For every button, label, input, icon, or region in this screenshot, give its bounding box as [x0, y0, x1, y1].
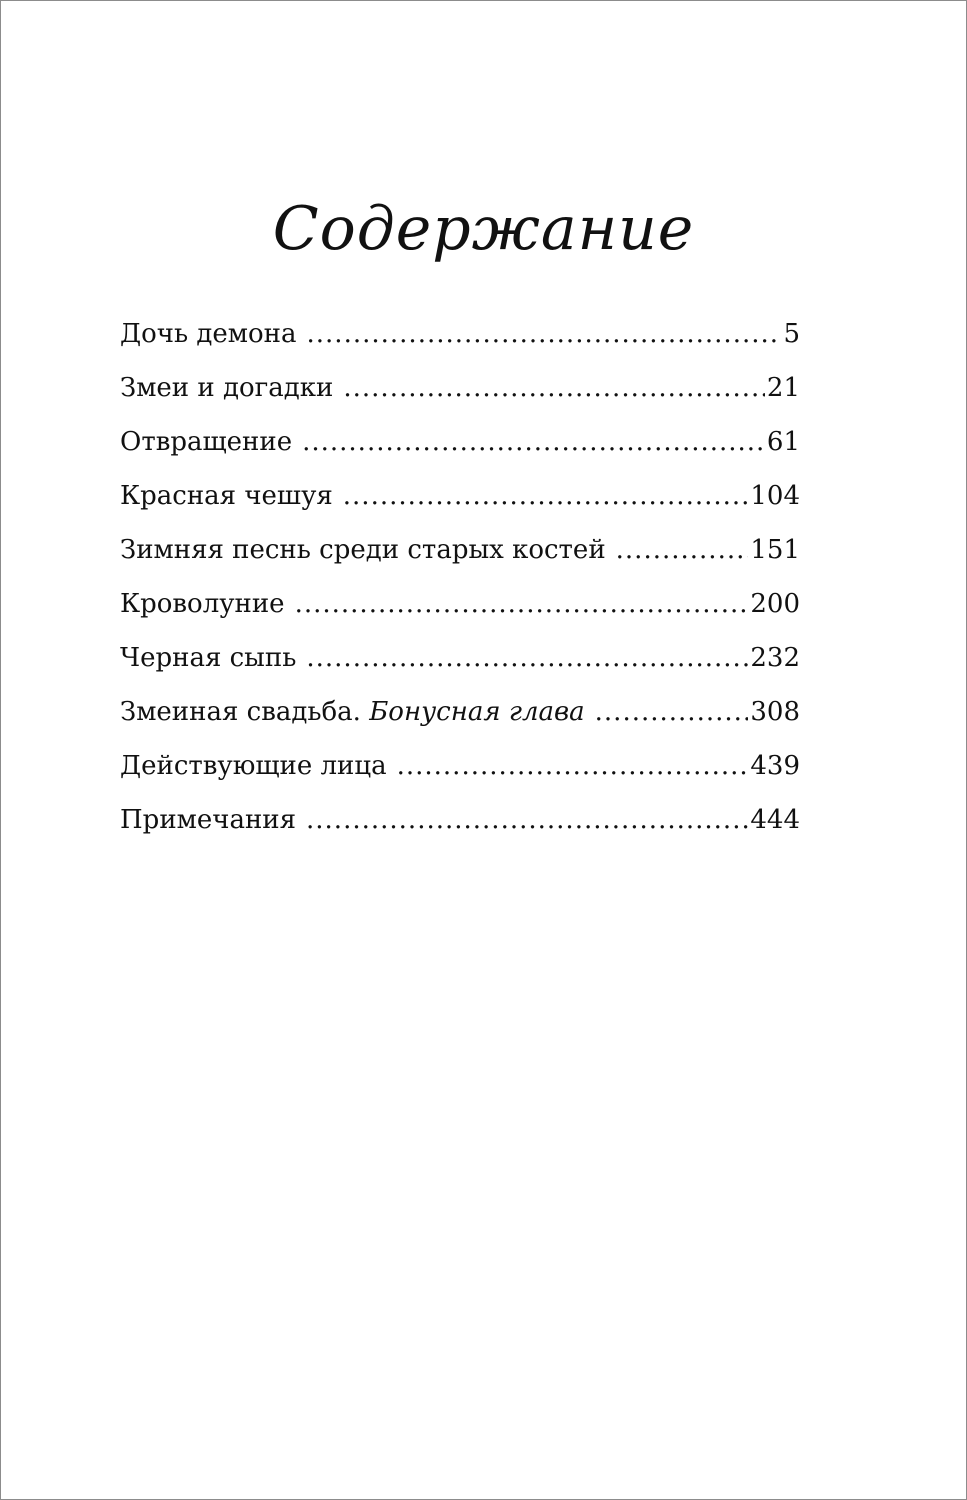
dot-leader [307, 311, 782, 357]
toc-entry[interactable] [120, 365, 800, 419]
toc-entry-page-number: 444 [750, 805, 800, 835]
dot-leader [302, 419, 765, 465]
table-of-contents [120, 311, 800, 851]
page-title: Содержание [272, 194, 695, 264]
toc-entry[interactable] [120, 419, 800, 473]
toc-entry-page-number: 21 [766, 373, 800, 403]
dot-leader [306, 797, 748, 843]
toc-entry[interactable] [120, 581, 800, 635]
toc-entry-title: Дочь демона [120, 319, 297, 349]
toc-entry-page-number: 308 [750, 697, 800, 727]
toc-entry-title: Зимняя песнь среди старых костей [120, 535, 606, 565]
toc-entry-title: Змеиная свадьба. Бонусная глава [120, 697, 585, 727]
toc-entry-page-number: 61 [766, 427, 800, 457]
toc-entry-page-number: 5 [783, 319, 800, 349]
toc-entry[interactable] [120, 743, 800, 797]
toc-entry-title: Красная чешуя [120, 481, 333, 511]
toc-entry-page-number: 232 [750, 643, 800, 673]
toc-entry-title: Примечания [120, 805, 297, 835]
toc-entry-title: Действующие лица [120, 751, 387, 781]
toc-entry[interactable] [120, 797, 800, 851]
dot-leader [343, 365, 765, 411]
dot-leader [616, 527, 749, 573]
toc-entry[interactable] [120, 635, 800, 689]
toc-entry-page-number: 439 [750, 751, 800, 781]
toc-entry[interactable] [120, 689, 800, 743]
dot-leader [595, 689, 749, 735]
toc-entry-title: Змеи и догадки [120, 373, 334, 403]
toc-entry[interactable] [120, 311, 800, 365]
toc-entry[interactable] [120, 473, 800, 527]
toc-entry-title: Черная сыпь [120, 643, 297, 673]
dot-leader [343, 473, 749, 519]
dot-leader [306, 635, 748, 681]
toc-entry-subtitle: Бонусная глава [369, 697, 585, 727]
toc-entry-page-number: 104 [750, 481, 800, 511]
toc-entry-title: Кроволуние [120, 589, 285, 619]
toc-entry-page-number: 151 [750, 535, 800, 565]
dot-leader [295, 581, 749, 627]
dot-leader [397, 743, 749, 789]
toc-entry[interactable] [120, 527, 800, 581]
toc-entry-title: Отвращение [120, 427, 293, 457]
toc-entry-page-number: 200 [750, 589, 800, 619]
